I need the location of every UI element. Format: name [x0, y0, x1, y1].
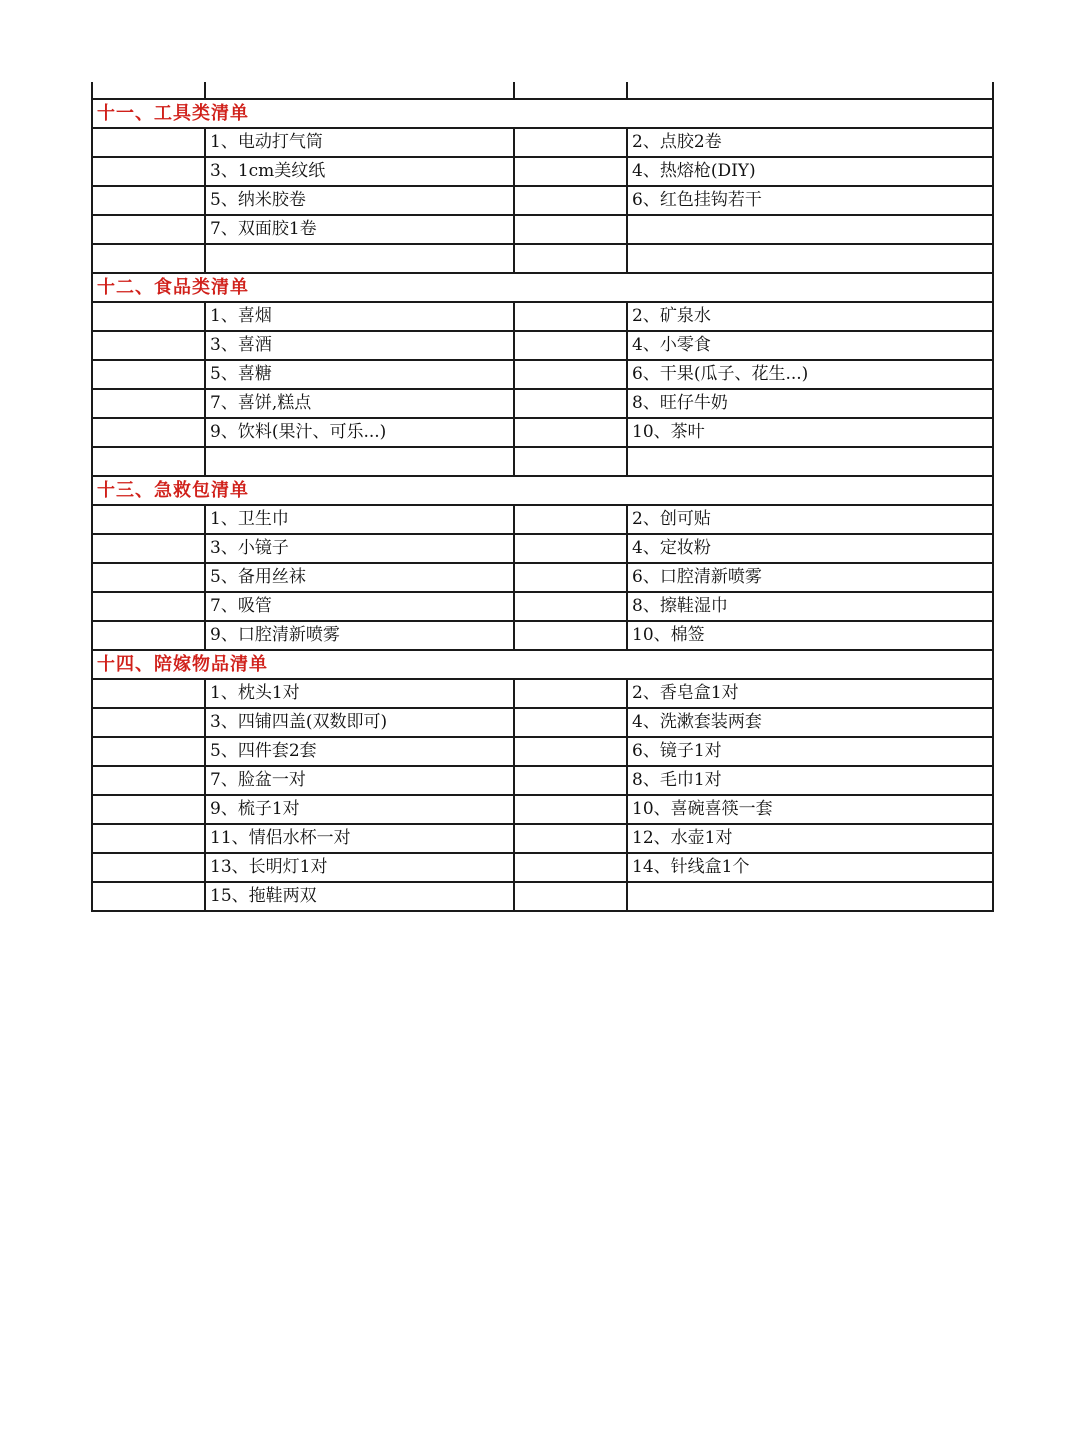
item-left: 1、喜烟 [205, 302, 514, 331]
empty-cell [92, 302, 205, 331]
item-right: 12、水壶1对 [627, 824, 993, 853]
empty-cell [514, 186, 627, 215]
checklist-table [91, 82, 994, 912]
table-row [92, 389, 993, 418]
item-right [627, 882, 993, 911]
empty-cell [92, 157, 205, 186]
empty-cell [92, 708, 205, 737]
table-row [92, 795, 993, 824]
empty-cell [92, 128, 205, 157]
item-right: 10、喜碗喜筷一套 [627, 795, 993, 824]
table-cell [205, 82, 514, 99]
empty-cell [514, 795, 627, 824]
table-row [92, 418, 993, 447]
empty-cell [514, 766, 627, 795]
item-left: 3、小镜子 [205, 534, 514, 563]
empty-cell [514, 215, 627, 244]
item-right: 4、热熔枪(DIY) [627, 157, 993, 186]
item-left: 11、情侣水杯一对 [205, 824, 514, 853]
item-left: 5、纳米胶卷 [205, 186, 514, 215]
empty-cell [514, 679, 627, 708]
empty-cell [514, 592, 627, 621]
item-right: 6、干果(瓜子、花生...) [627, 360, 993, 389]
item-left: 5、备用丝袜 [205, 563, 514, 592]
table-row [92, 766, 993, 795]
empty-cell [514, 737, 627, 766]
table-row [92, 882, 993, 911]
empty-cell [514, 244, 627, 273]
item-right: 4、洗漱套装两套 [627, 708, 993, 737]
table-row [92, 157, 993, 186]
section-header-row [92, 476, 993, 505]
empty-cell [514, 708, 627, 737]
item-left: 1、枕头1对 [205, 679, 514, 708]
empty-cell [514, 447, 627, 476]
table-row [92, 360, 993, 389]
item-right: 2、创可贴 [627, 505, 993, 534]
table-row [92, 737, 993, 766]
item-left: 5、四件套2套 [205, 737, 514, 766]
section-header-row [92, 99, 993, 128]
empty-cell [514, 824, 627, 853]
empty-cell [514, 331, 627, 360]
item-left: 1、电动打气筒 [205, 128, 514, 157]
section-header-row [92, 650, 993, 679]
item-left: 7、脸盆一对 [205, 766, 514, 795]
section-header-row [92, 273, 993, 302]
empty-cell [92, 795, 205, 824]
item-right: 8、毛巾1对 [627, 766, 993, 795]
item-right: 8、擦鞋湿巾 [627, 592, 993, 621]
item-left: 15、拖鞋两双 [205, 882, 514, 911]
item-left [205, 447, 514, 476]
item-right [627, 244, 993, 273]
checklist-body [92, 82, 993, 911]
empty-cell [92, 766, 205, 795]
empty-cell [92, 418, 205, 447]
empty-cell [92, 244, 205, 273]
item-left: 7、吸管 [205, 592, 514, 621]
empty-cell [514, 882, 627, 911]
item-right [627, 447, 993, 476]
item-left: 7、喜饼,糕点 [205, 389, 514, 418]
table-row [92, 853, 993, 882]
empty-cell [92, 534, 205, 563]
item-left [205, 244, 514, 273]
empty-cell [514, 853, 627, 882]
empty-cell [514, 563, 627, 592]
table-row [92, 505, 993, 534]
item-left: 9、梳子1对 [205, 795, 514, 824]
item-left: 9、饮料(果汁、可乐...) [205, 418, 514, 447]
item-left: 3、喜酒 [205, 331, 514, 360]
item-right: 10、茶叶 [627, 418, 993, 447]
table-row [92, 302, 993, 331]
empty-cell [92, 824, 205, 853]
empty-cell [92, 882, 205, 911]
section-title: 十一、工具类清单 [92, 99, 993, 128]
empty-cell [514, 302, 627, 331]
item-left: 9、口腔清新喷雾 [205, 621, 514, 650]
item-left: 13、长明灯1对 [205, 853, 514, 882]
empty-cell [514, 621, 627, 650]
item-right: 14、针线盒1个 [627, 853, 993, 882]
item-left: 3、四铺四盖(双数即可) [205, 708, 514, 737]
table-row [92, 621, 993, 650]
table-cell [92, 82, 205, 99]
table-row [92, 331, 993, 360]
table-top-row [92, 82, 993, 99]
item-left: 5、喜糖 [205, 360, 514, 389]
item-right: 8、旺仔牛奶 [627, 389, 993, 418]
empty-cell [92, 563, 205, 592]
empty-cell [514, 157, 627, 186]
item-left: 7、双面胶1卷 [205, 215, 514, 244]
item-right: 4、定妆粉 [627, 534, 993, 563]
empty-cell [92, 331, 205, 360]
item-right: 4、小零食 [627, 331, 993, 360]
empty-cell [92, 737, 205, 766]
empty-cell [92, 447, 205, 476]
section-title: 十三、急救包清单 [92, 476, 993, 505]
empty-cell [514, 360, 627, 389]
table-row [92, 708, 993, 737]
empty-cell [92, 679, 205, 708]
item-right: 6、红色挂钩若干 [627, 186, 993, 215]
item-right: 10、棉签 [627, 621, 993, 650]
item-left: 1、卫生巾 [205, 505, 514, 534]
table-row [92, 563, 993, 592]
empty-cell [514, 505, 627, 534]
table-row [92, 447, 993, 476]
section-title: 十四、陪嫁物品清单 [92, 650, 993, 679]
item-right: 6、口腔清新喷雾 [627, 563, 993, 592]
section-title: 十二、食品类清单 [92, 273, 993, 302]
item-right [627, 215, 993, 244]
item-right: 6、镜子1对 [627, 737, 993, 766]
item-right: 2、矿泉水 [627, 302, 993, 331]
empty-cell [514, 534, 627, 563]
empty-cell [92, 360, 205, 389]
table-row [92, 534, 993, 563]
empty-cell [514, 128, 627, 157]
empty-cell [92, 389, 205, 418]
table-row [92, 244, 993, 273]
item-right: 2、点胶2卷 [627, 128, 993, 157]
table-cell [627, 82, 993, 99]
empty-cell [92, 505, 205, 534]
item-right: 2、香皂盒1对 [627, 679, 993, 708]
table-row [92, 824, 993, 853]
table-row [92, 186, 993, 215]
table-row [92, 128, 993, 157]
item-left: 3、1cm美纹纸 [205, 157, 514, 186]
table-row [92, 215, 993, 244]
checklist-sheet [91, 82, 992, 912]
table-row [92, 679, 993, 708]
table-row [92, 592, 993, 621]
empty-cell [92, 215, 205, 244]
table-cell [514, 82, 627, 99]
empty-cell [92, 621, 205, 650]
empty-cell [92, 853, 205, 882]
empty-cell [92, 186, 205, 215]
empty-cell [514, 418, 627, 447]
empty-cell [514, 389, 627, 418]
empty-cell [92, 592, 205, 621]
